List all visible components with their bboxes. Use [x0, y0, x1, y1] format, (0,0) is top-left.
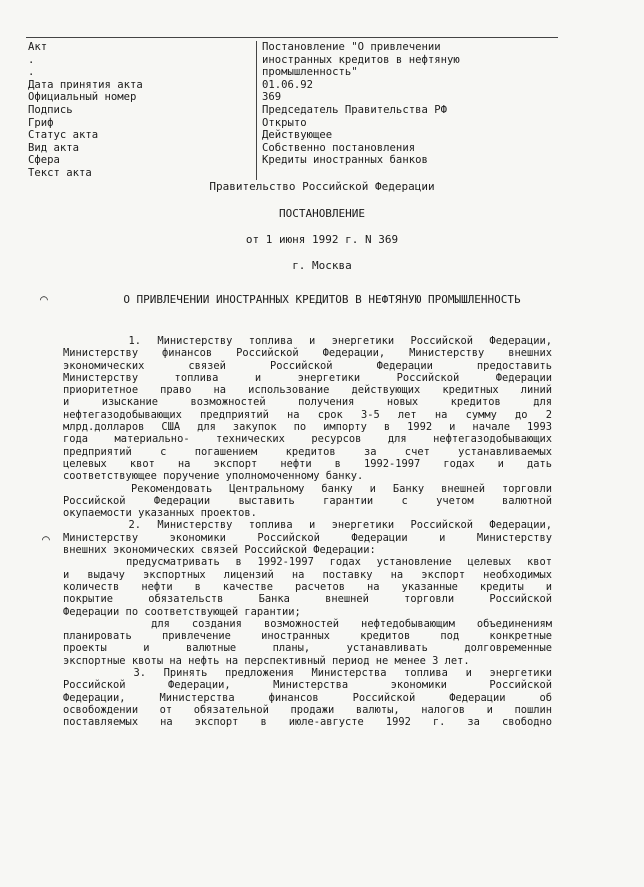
metadata-separator: [256, 91, 257, 104]
body-line: и выдачу экспортных лицензий на поставку на экспорт необходимых: [63, 568, 552, 581]
body-line: количеств нефти в качестве расчетов на указанные кредиты и: [63, 580, 552, 593]
body-line: предприятий с погашением кредитов за счет устанавливаемых: [63, 445, 552, 458]
body-line: планировать привлечение иностранных кредитов под конкретные: [63, 630, 552, 643]
body-line: целевых квот на экспорт нефти в 1992-1997 годах и дать: [63, 457, 552, 470]
metadata-row: [28, 104, 558, 117]
body-line: поставляемых на экспорт в июле-августе 1992 г. за свободно: [63, 716, 552, 729]
metadata-value: 01.06.92: [262, 78, 314, 91]
metadata-label: Подпись: [28, 103, 73, 116]
body-line: приоритетное право на использование действующих кредитных линий: [63, 384, 552, 397]
metadata-separator: [256, 79, 257, 92]
document-body: [63, 335, 552, 729]
metadata-row: [28, 129, 558, 142]
metadata-row: [28, 117, 558, 130]
metadata-label: Вид акта: [28, 141, 80, 154]
body-line: Рекомендовать Центральному банку и Банку внешней торговли: [63, 482, 552, 495]
body-line: предусматривать в 1992-1997 годах установление целевых квот: [63, 556, 552, 569]
body-line: для создания возможностей нефтедобывающим объединениям: [63, 617, 552, 630]
metadata-value: иностранных кредитов в нефтяную: [262, 53, 460, 66]
metadata-row: [28, 167, 558, 180]
metadata-table: [28, 41, 558, 180]
metadata-label: Акт: [28, 41, 48, 53]
body-line: нефтегазодобывающих предприятий на срок 3-5 лет на сумму до 2: [63, 408, 552, 421]
metadata-row: [28, 66, 558, 79]
header-rule: [26, 37, 558, 38]
margin-mark: ⌒: [40, 292, 48, 307]
body-line: экспортные квоты на нефть на перспективный период не менее 3 лет.: [63, 654, 470, 667]
metadata-label: .: [28, 53, 35, 66]
metadata-label: Статус акта: [28, 129, 99, 142]
metadata-separator: [256, 129, 257, 142]
metadata-separator: [256, 142, 257, 155]
metadata-row: [28, 91, 558, 104]
metadata-value: Открыто: [262, 116, 307, 129]
metadata-separator: [256, 117, 257, 130]
body-line: 3. Принять предложения Министерства топлива и энергетики: [63, 667, 552, 680]
body-line: соответствующее поручение уполномоченному банку.: [63, 470, 364, 483]
body-line: и изыскание возможностей получения новых кредитов для: [63, 396, 552, 409]
body-line: Министерству топлива и энергетики Российской Федерации: [63, 371, 552, 384]
metadata-row: [28, 54, 558, 67]
metadata-row: [28, 154, 558, 167]
body-line: Российской Федерации выставить гарантии с учетом валютной: [63, 494, 552, 507]
metadata-value: Постановление "О привлечении: [262, 41, 441, 53]
metadata-separator: [256, 54, 257, 67]
margin-mark: ⌒: [42, 532, 50, 547]
body-line: Российской Федерации, Министерства экономики Российской: [63, 679, 552, 692]
body-line: Федерации по соответствующей гарантии;: [63, 605, 301, 618]
metadata-value: Действующее: [262, 129, 333, 142]
body-line: внешних экономических связей Российской Федерации:: [63, 544, 376, 557]
metadata-separator: [256, 66, 257, 79]
metadata-row: [28, 79, 558, 92]
issuer: Правительство Российской Федерации: [209, 180, 435, 193]
metadata-label: Гриф: [28, 116, 54, 129]
body-line: млрд.долларов США для закупок по импорту в 1992 и начале 1993: [63, 421, 552, 434]
metadata-label: Дата принятия акта: [28, 78, 143, 91]
body-line: Федерации, Министерства финансов Российской Федерации об: [63, 691, 552, 704]
body-line: покрытие обязательств Банка внешней торговли Российской: [63, 593, 552, 606]
date-line: от 1 июня 1992 г. N 369: [245, 233, 399, 246]
body-line: года материально- технических ресурсов для нефтегазодобывающих: [63, 433, 552, 446]
city: г. Москва: [292, 259, 352, 272]
metadata-label: Текст акта: [28, 166, 92, 179]
metadata-row: [28, 142, 558, 155]
metadata-row: [28, 41, 558, 54]
body-line: 1. Министерству топлива и энергетики Российской Федерации,: [63, 335, 552, 347]
metadata-separator: [256, 104, 257, 117]
document-title: О ПРИВЛЕЧЕНИИ ИНОСТРАННЫХ КРЕДИТОВ В НЕФТЯНУЮ ПРОМЫШЛЕННОСТЬ: [123, 293, 521, 306]
body-line: проекты и валютные планы, устанавливать долговременные: [63, 642, 552, 655]
body-line: окупаемости указанных проектов.: [63, 507, 257, 520]
metadata-separator: [256, 167, 257, 180]
body-line: экономических связей Российской Федерации предоставить: [63, 359, 552, 372]
metadata-value: промышленность": [262, 66, 358, 79]
document-type: ПОСТАНОВЛЕНИЕ: [278, 207, 366, 220]
metadata-separator: [256, 41, 257, 54]
metadata-label: Сфера: [28, 154, 60, 167]
body-line: освобождении от обязательной продажи валюты, налогов и пошлин: [63, 703, 552, 716]
metadata-label: Официальный номер: [28, 91, 137, 104]
metadata-value: 369: [262, 91, 282, 104]
metadata-label: .: [28, 66, 35, 79]
body-line: Министерству экономики Российской Федерации и Министерству: [63, 531, 552, 544]
body-line: Министерству финансов Российской Федерации, Министерству внешних: [63, 347, 552, 360]
metadata-value: Собственно постановления: [262, 141, 416, 154]
metadata-value: Председатель Правительства РФ: [262, 103, 447, 116]
metadata-value: Кредиты иностранных банков: [262, 154, 428, 167]
metadata-value: [262, 167, 558, 180]
body-line: 2. Министерству топлива и энергетики Российской Федерации,: [63, 519, 552, 532]
metadata-separator: [256, 154, 257, 167]
